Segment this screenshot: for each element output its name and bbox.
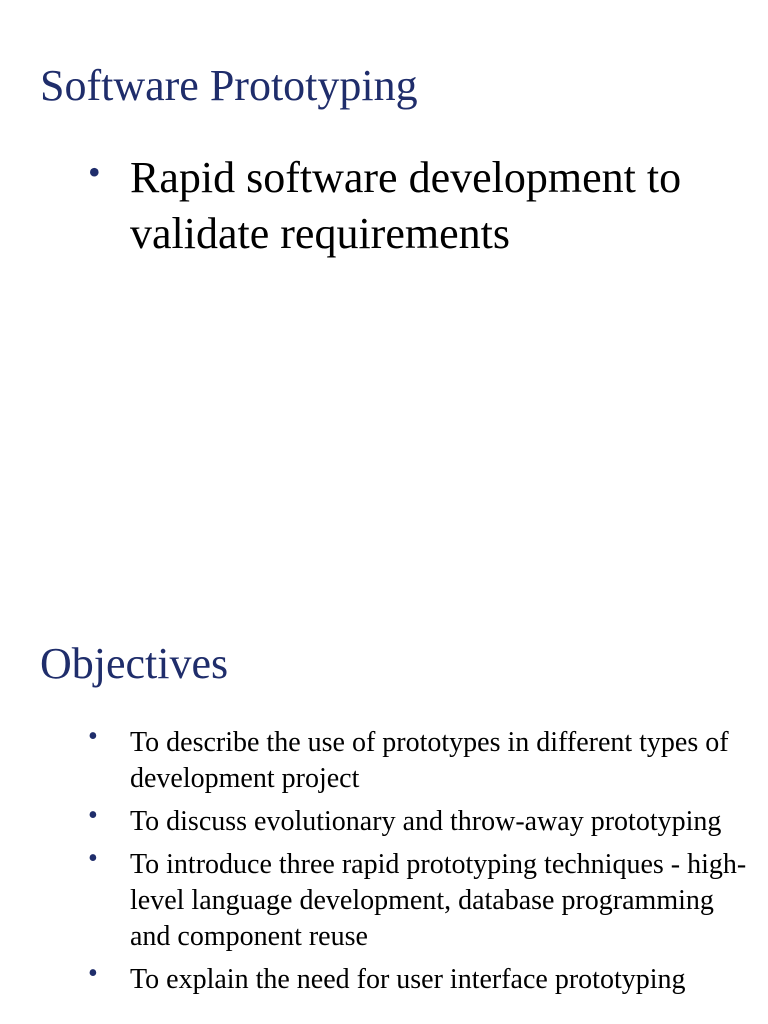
list-item <box>88 721 758 797</box>
slide-title: Objectives <box>40 639 229 688</box>
slide-objectives <box>0 600 768 1024</box>
bullet-icon: • <box>88 152 101 192</box>
bullet-text: Rapid software development to validate requirements <box>130 153 682 258</box>
bullet-text: To discuss evolutionary and throw-away prototyping <box>130 806 722 837</box>
bullet-list <box>88 150 748 262</box>
bullet-icon: • <box>88 958 98 989</box>
list-item <box>88 150 748 262</box>
bullet-text: To explain the need for user interface prototyping <box>130 964 686 995</box>
slide-title: Software Prototyping <box>40 61 418 110</box>
bullet-text: To describe the use of prototypes in different types of development project <box>130 727 729 794</box>
bullet-text: To introduce three rapid prototyping techniques - high-level language development, database programming and component reuse <box>130 849 747 952</box>
list-item <box>88 958 758 998</box>
bullet-list <box>88 721 758 1005</box>
list-item <box>88 800 758 840</box>
bullet-icon: • <box>88 800 98 831</box>
bullet-icon: • <box>88 843 98 874</box>
bullet-icon: • <box>88 721 98 752</box>
list-item <box>88 843 758 955</box>
